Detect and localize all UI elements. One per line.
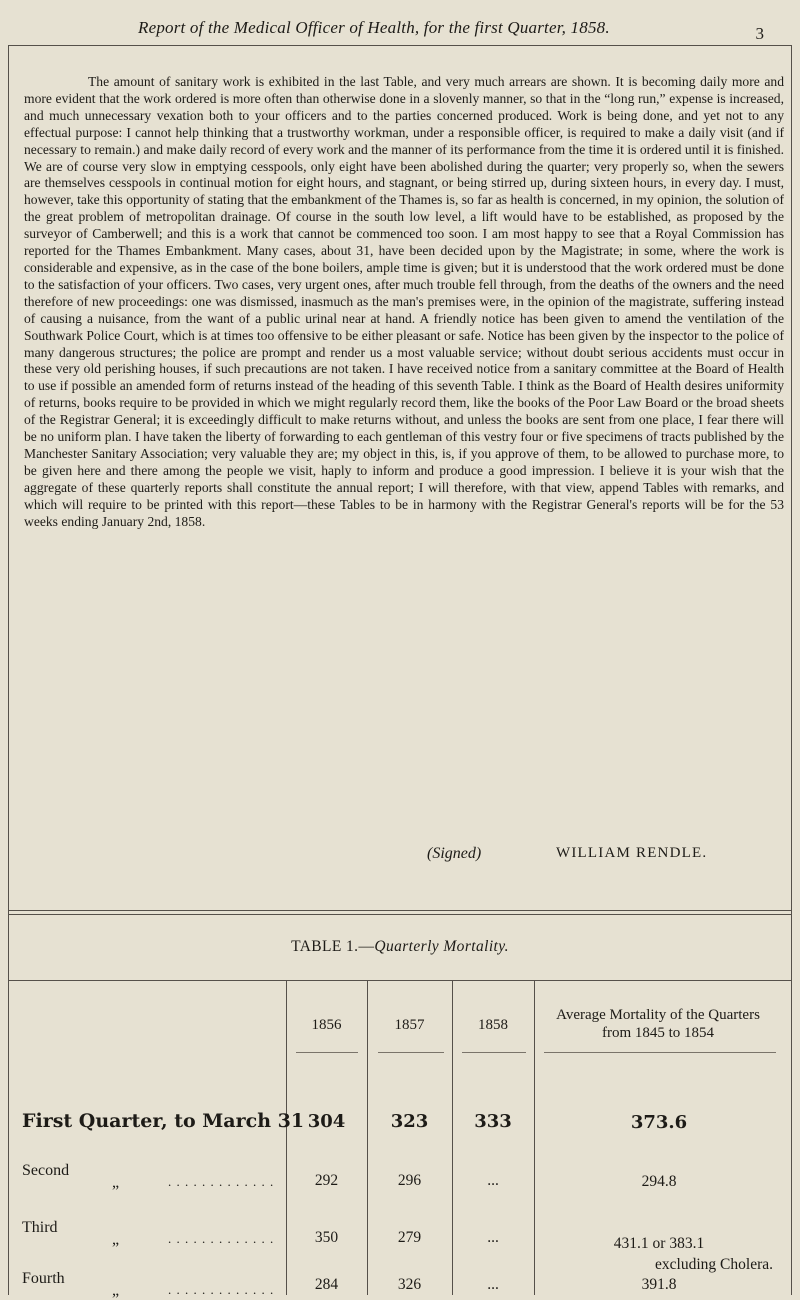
ditto-mark: „	[112, 1282, 120, 1299]
column-header-average: Average Mortality of the Quarters from 1845 to 1854	[556, 1007, 760, 1041]
cell-1856: 292	[314, 1172, 339, 1189]
cell-1856: 284	[314, 1276, 339, 1293]
signature-line	[0, 845, 800, 869]
report-page: Report of the Medical Officer of Health, for the first Quarter, 1858. 3 The amount of sanitary work is exhibited in the last Table, and very much arrears are shown. It is becoming daily more and more evident that the work ordered is more often than otherwise done in a slovenly manner, so that in the “long run,” expense is increased, and much unnecessary vexation both to your officers and to the parties concerned produced. Work is being done, and yet not to any effectual purpose: I cannot help thinking that a trustworthy workman, under a responsible officer, is required to make a daily visit (and if necessary to remain.) and make daily record of every work and the manner of its performance from the time it is ordered until it is finished. We are of course very slow in emptying cesspools, only eight have been abolished during the quarter; very properly so, when the sewers are themselves cesspools in continual motion for eight hours, and stagnant, or being stirred up, during sixteen hours, in every day. I must, however, take this opportunity of stating that the embankment of the Thames is, so far as health is concerned, in my opinion, the solution of the great problem of metropolitan drainage. Of course in the south low level, a lift would have to be established, as proposed by the surveyor of Camberwell; and this is a work that cannot be commenced too soon. I am most happy to see that a Royal Commission has reported for the Thames Embankment. Many cases, about 31, have been decided upon by the Magistrate; in some, where the work is considerable and expensive, as in the case of the bone boilers, ample time is given; but it is understood that the work ordered must be done to the satisfaction of your officers. Two cases, very urgent ones, after much trouble fell through, from the deaths of the owners and the need therefore of new proceedings: one was dismissed, inasmuch as the man's premises were, in the opinion of the magistrate, suffering instead of causing a nuisance, from the want of a public urinal near at hand. A friendly notice has been given to amend the ventilation of the Southwark Police Court, which is at times too offensive to be either pleasant or safe. Notice has been given by the inspector to the police of many dangerous structures; the police are prompt and render us a most valuable service; without doubt serious accidents must occur in these very old perishing houses, if such precautions are not taken. I have received notice from a sanitary committee at the Board of Health to use if possible an amended form of returns instead of the heading of this seventh Table. I think as the Board of Health desires uniformity of returns, books require to be provided in which we might regularly record them, like the books of the Poor Law Board or the broad sheets of the Registrar General; it is exceedingly difficult to make returns without, and unless the books are sent from one place, I fear there will be no uniform plan. I have taken the liberty of forwarding to each gentleman of this vestry four or five specimens of tracts published by the Manchester Sanitary Association; very valuable they are; my object in this, is, if you approve of them, to be allowed to purchase more, to be given here and there among the people we visit, haply to inform and produce a good impression. I believe it is your wish that the aggregate of these quarterly reports shall constitute the annual report; I will therefore, with that view, append Tables with remarks, and which will require to be printed with this report—these Tables to be in harmony with the Registrar General's reports will be for the 53 weeks ending January 2nd, 1858. (Signed) WILLIAM RENDLE. TABLE 1.—Quarterly Mortality. 1856 1857 1858 Average Mortality of the Quarters from 1845 to 1854 First Quarter, to March 31 304 323 333 373.6 Second „ . . . . . . . . . . . . . 292 296 ... 294.8 Third „ . . . . . . . . . . . . . 350 279 ... 431.1 or 383.1 excluding Cholera. Fourth „ . . . . . . . . . . . . . 284 326 ... 391.8	[0, 0, 800, 1295]
table-caption: Quarterly Mortality.	[374, 938, 509, 955]
header-rule	[8, 45, 792, 46]
column-header-1856: 1856	[311, 1017, 342, 1033]
row-label: First Quarter, to March 31	[22, 1110, 305, 1132]
running-head	[0, 16, 800, 46]
table-title	[0, 938, 800, 956]
average-note: excluding Cholera.	[655, 1256, 773, 1273]
cell-1857: 279	[397, 1229, 422, 1246]
average-value: 431.1 or 383.1	[613, 1235, 705, 1252]
row-label: Second	[22, 1162, 70, 1179]
cell-1857: 323	[390, 1111, 429, 1132]
ditto-mark: „	[112, 1174, 120, 1191]
running-title: Report of the Medical Officer of Health, for the first Quarter, 1858.	[138, 18, 610, 37]
header-underline	[544, 1052, 776, 1053]
cell-1857: 326	[397, 1276, 422, 1293]
cell-1856: 304	[307, 1111, 346, 1132]
cell-1857: 296	[397, 1172, 422, 1189]
signed-label: (Signed)	[427, 845, 482, 862]
signer-name: WILLIAM RENDLE.	[556, 845, 708, 861]
cell-average: 294.8	[641, 1173, 677, 1190]
section-divider	[8, 910, 792, 915]
ditto-mark: „	[112, 1231, 120, 1248]
cell-average	[541, 1233, 777, 1275]
cell-1858: ...	[487, 1229, 499, 1246]
cell-1858: ...	[487, 1276, 499, 1293]
cell-1858: 333	[474, 1111, 512, 1132]
frame-right-rule	[791, 45, 792, 1295]
column-divider	[534, 980, 535, 1295]
cell-average: 391.8	[641, 1276, 677, 1293]
table-number: TABLE 1.—	[291, 938, 375, 955]
cell-1856: 350	[314, 1229, 339, 1246]
header-underline	[462, 1052, 526, 1053]
cell-1858: ...	[487, 1172, 499, 1189]
header-underline	[296, 1052, 358, 1053]
cell-average: 373.6	[630, 1112, 688, 1133]
column-header-1858: 1858	[478, 1017, 508, 1033]
page-number: 3	[755, 24, 764, 43]
table-top-rule	[8, 980, 792, 981]
row-label: Fourth	[22, 1270, 65, 1287]
row-label: Third	[22, 1219, 58, 1236]
header-underline	[378, 1052, 444, 1053]
report-paragraph: The amount of sanitary work is exhibited in the last Table, and very much arrears are shown. It is becoming daily more and more evident that the work ordered is more often than otherwise done in a slovenly manner, so that in the “long run,” expense is increased, and much unnecessary vexation both to your officers and to the parties concerned produced. Work is being done, and yet not to any effectual purpose: I cannot help thinking that a trustworthy workman, under a responsible officer, is required to make a daily visit (and if necessary to remain.) and make daily record of every work and the manner of its performance from the time it is ordered until it is finished. We are of course very slow in emptying cesspools, only eight have been abolished during the quarter; very properly so, when the sewers are themselves cesspools in continual motion for eight hours, and stagnant, or being stirred up, during sixteen hours, in every day. I must, however, take this opportunity of stating that the embankment of the Thames is, so far as health is concerned, in my opinion, the solution of the great problem of metropolitan drainage. Of course in the south low level, a lift would have to be established, as proposed by the surveyor of Camberwell; and this is a work that cannot be commenced too soon. I am most happy to see that a Royal Commission has reported for the Thames Embankment. Many cases, about 31, have been decided upon by the Magistrate; in some, where the work is considerable and expensive, as in the case of the bone boilers, ample time is given; but it is understood that the work ordered must be done to the satisfaction of your officers. Two cases, very urgent ones, after much trouble fell through, from the deaths of the owners and the need therefore of new proceedings: one was dismissed, inasmuch as the man's premises were, in the opinion of the magistrate, suffering instead of causing a nuisance, from the want of a public urinal near at hand. A friendly notice has been given to amend the ventilation of the Southwark Police Court, which is at times too offensive to be either pleasant or safe. Notice has been given by the inspector to the police of many dangerous structures; the police are prompt and render us a most valuable service; without doubt serious accidents must occur in these very old perishing houses, if such precautions are not taken. I have received notice from a sanitary committee at the Board of Health to use if possible an amended form of returns instead of the heading of this seventh Table. I think as the Board of Health desires uniformity of returns, books require to be provided in which we might regularly record them, like the books of the Poor Law Board or the broad sheets of the Registrar General; it is exceedingly difficult to make returns without, and unless the books are sent from one place, I fear there will be no uniform plan. I have taken the liberty of forwarding to each gentleman of this vestry four or five specimens of tracts published by the Manchester Sanitary Association; very valuable they are; my object in this, is, if you approve of them, to be allowed to purchase more, to be given here and there among the people we visit, haply to inform and produce a good impression. I believe it is your wish that the aggregate of these quarterly reports shall constitute the annual report; I will therefore, with that view, append Tables with remarks, and which will require to be printed with this report—these Tables to be in harmony with the Registrar General's reports will be for the 53 weeks ending January 2nd, 1858.	[24, 74, 784, 529]
column-header-1857: 1857	[394, 1017, 425, 1033]
frame-left-rule	[8, 45, 9, 1295]
